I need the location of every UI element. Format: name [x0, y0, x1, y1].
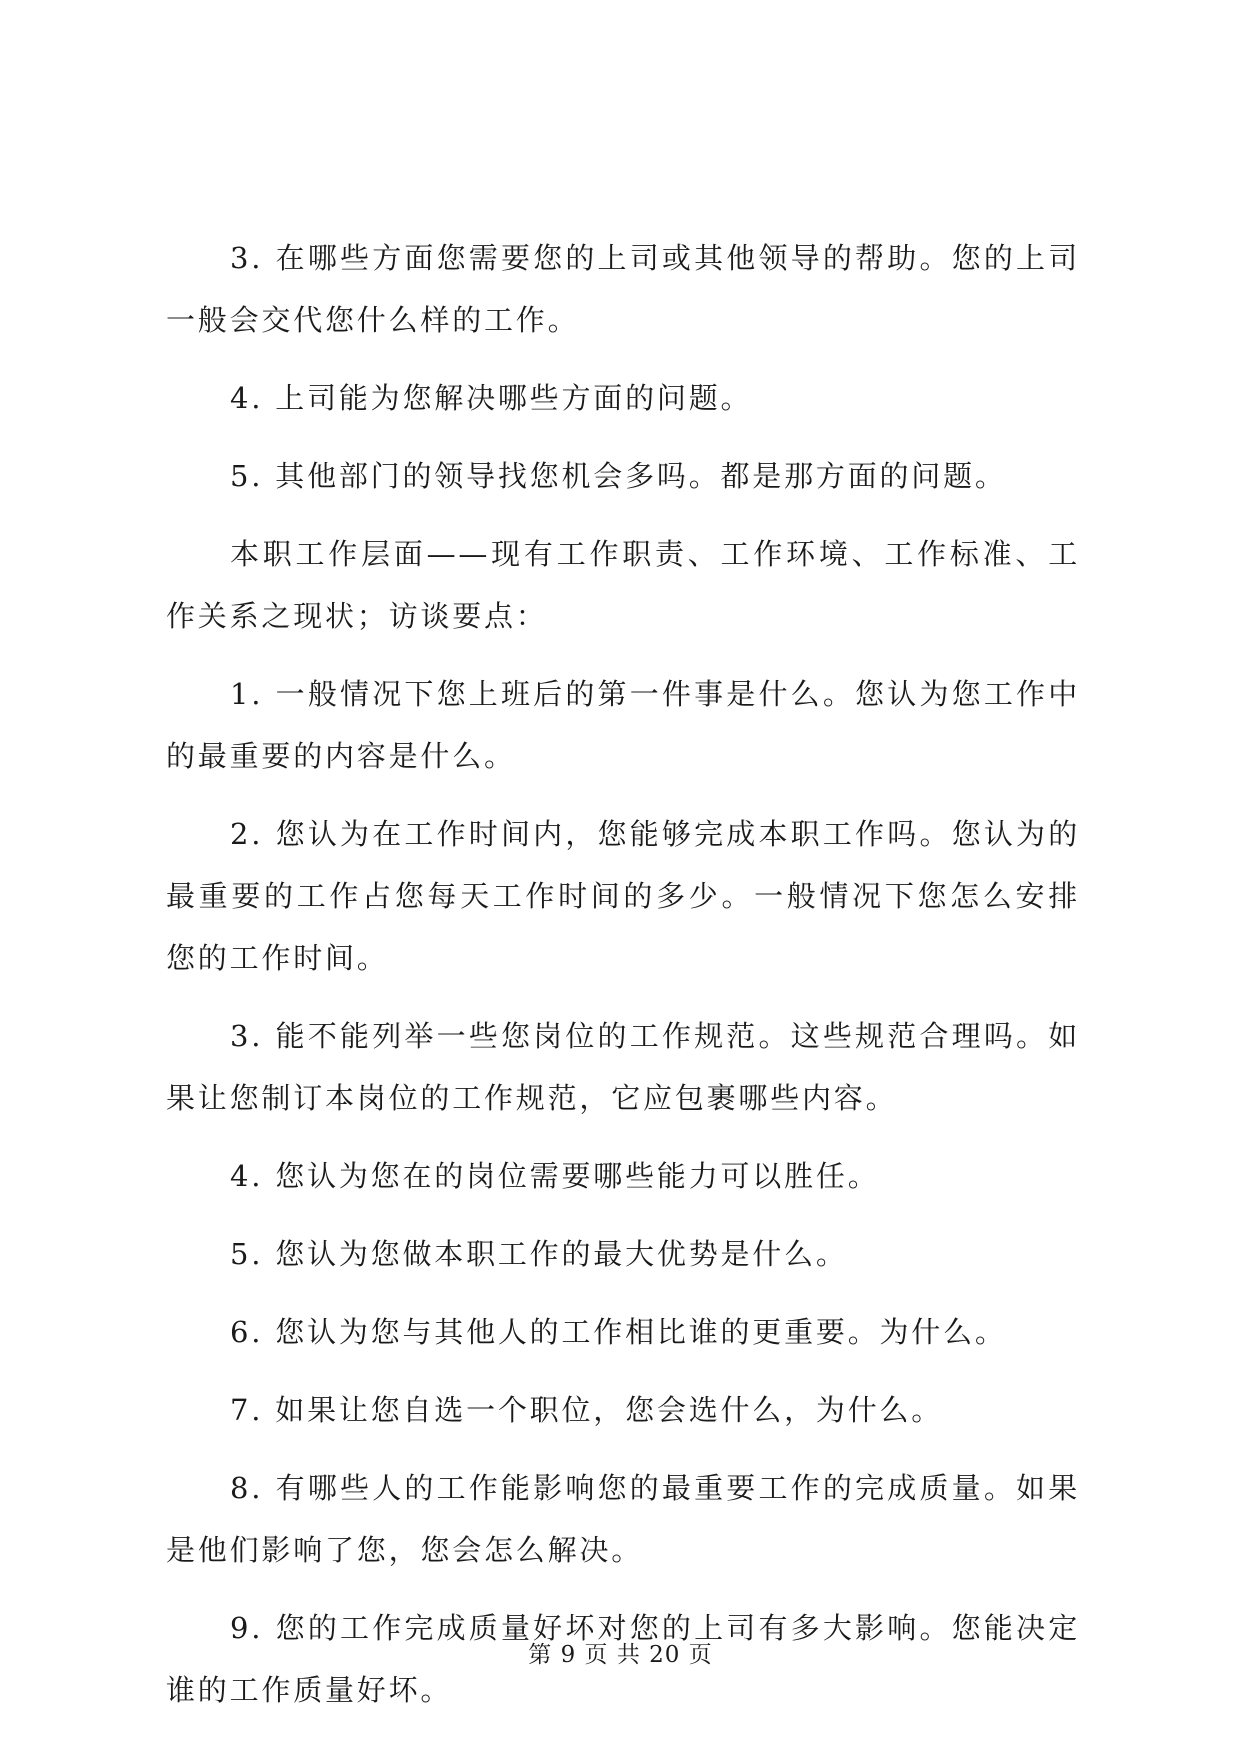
paragraph-1: 3. 在哪些方面您需要您的上司或其他领导的帮助。您的上司一般会交代您什么样的工作。 [166, 241, 1080, 337]
paragraph-9: 5. 您认为您做本职工作的最大优势是什么。 [230, 1237, 848, 1271]
paragraph-11: 7. 如果让您自选一个职位，您会选什么，为什么。 [230, 1393, 944, 1427]
paragraph-12: 8. 有哪些人的工作能影响您的最重要工作的完成质量。如果是他们影响了您，您会怎么解决。 [166, 1471, 1080, 1567]
document-body [166, 227, 1080, 1737]
paragraph-4: 本职工作层面——现有工作职责、工作环境、工作标准、工作关系之现状；访谈要点： [166, 537, 1080, 633]
paragraph-3: 5. 其他部门的领导找您机会多吗。都是那方面的问题。 [230, 459, 1007, 493]
paragraph-2: 4. 上司能为您解决哪些方面的问题。 [230, 381, 753, 415]
paragraph-7: 3. 能不能列举一些您岗位的工作规范。这些规范合理吗。如果让您制订本岗位的工作规范，它应包裹哪些内容。 [166, 1019, 1080, 1115]
paragraph-6: 2. 您认为在工作时间内，您能够完成本职工作吗。您认为的最重要的工作占您每天工作时间的多少。一般情况下您怎么安排您的工作时间。 [166, 817, 1080, 975]
paragraph-13: 9. 您的工作完成质量好坏对您的上司有多大影响。您能决定谁的工作质量好坏。 [166, 1611, 1080, 1707]
paragraph-5: 1. 一般情况下您上班后的第一件事是什么。您认为您工作中的最重要的内容是什么。 [166, 677, 1080, 773]
page-number-footer: 第 9 页 共 20 页 [528, 1642, 713, 1668]
paragraph-8: 4. 您认为您在的岗位需要哪些能力可以胜任。 [230, 1159, 880, 1193]
paragraph-10: 6. 您认为您与其他人的工作相比谁的更重要。为什么。 [230, 1315, 1007, 1349]
